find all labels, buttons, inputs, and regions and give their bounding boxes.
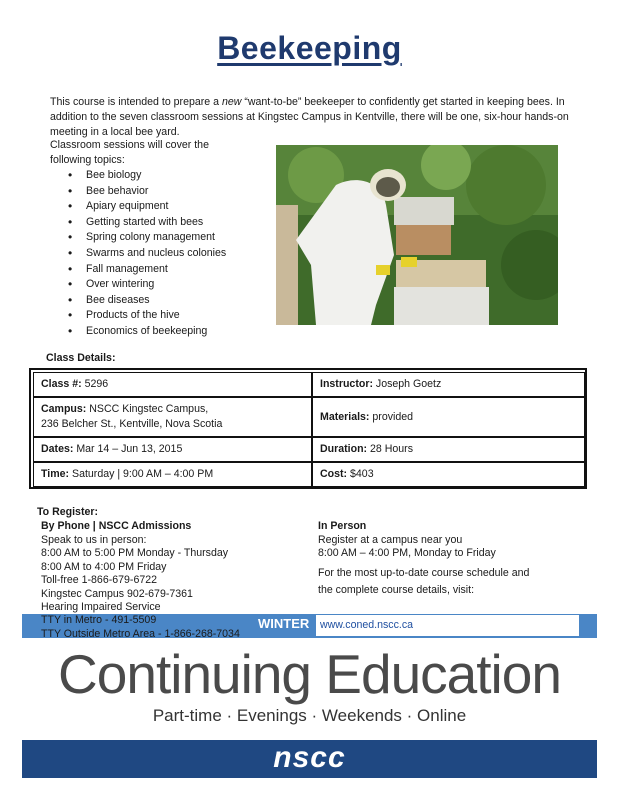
website-link[interactable]: www.coned.nscc.ca	[320, 619, 414, 631]
materials-value: provided	[369, 410, 414, 423]
in-person-line: Register at a campus near you	[318, 533, 463, 546]
instructor-label: Instructor:	[320, 378, 373, 390]
class-details-heading: Class Details:	[46, 352, 116, 364]
topics-list	[68, 168, 226, 340]
duration-label: Duration:	[320, 443, 368, 455]
phone-line: 8:00 AM to 5:00 PM Monday - Thursday	[41, 547, 229, 559]
topic-item: • Bee biology	[68, 168, 226, 184]
class-details-table	[29, 368, 587, 489]
continuing-education-logo: Continuing Education	[58, 643, 561, 705]
page-title: Beekeeping	[217, 30, 402, 66]
topic-item: • Getting started with bees	[68, 215, 226, 231]
instructor-value: Joseph Goetz	[372, 378, 442, 390]
cost-label: Cost:	[320, 468, 348, 480]
phone-line: Kingstec Campus 902-679-7361	[41, 587, 193, 600]
phone-line: Toll-free 1-866-679-6722	[41, 574, 158, 586]
dates-value: Mar 14 – Jun 13, 2015	[73, 443, 183, 455]
materials-label: Materials:	[320, 410, 370, 423]
class-number-label: Class #:	[41, 378, 82, 390]
nscc-logo: nscc	[273, 741, 346, 774]
instructor-cell	[312, 372, 585, 397]
topic-item: • Fall management	[68, 262, 226, 278]
topic-item: • Products of the hive	[68, 308, 226, 324]
campus-cell	[33, 397, 312, 437]
topic-item: • Swarms and nucleus colonies	[68, 246, 226, 262]
intro-text-2: “want-to-be” beekeeper to confidently get started in keeping bees. In addition to the seven classroom sessions at Kingstec Campus in Kentville, there will be one, six-hour hands-on meeting in a local bee yard.	[50, 96, 569, 138]
tagline: Part-time · Evenings · Weekends · Online	[152, 706, 467, 725]
phone-line: 8:00 AM to 4:00 PM Friday	[41, 560, 167, 573]
beekeeper-photo	[276, 145, 558, 325]
intro-text-1: This course is intended to prepare a	[50, 96, 222, 108]
time-value: Saturday | 9:00 AM – 4:00 PM	[69, 468, 214, 480]
tty-lines	[41, 614, 240, 641]
winter-label: WINTER	[258, 616, 310, 631]
schedule-line: For the most up-to-date course schedule and	[318, 566, 530, 579]
intro-emphasis: new	[221, 96, 242, 108]
time-cell	[33, 462, 312, 487]
topic-item: • Apiary equipment	[68, 199, 226, 215]
duration-cell	[312, 437, 585, 462]
register-by-phone	[41, 520, 281, 615]
topic-item: • Over wintering	[68, 277, 226, 293]
in-person-line: 8:00 AM – 4:00 PM, Monday to Friday	[318, 547, 496, 559]
cost-cell	[312, 462, 585, 487]
campus-label: Campus:	[41, 403, 87, 415]
register-heading: To Register:	[37, 506, 99, 518]
topic-item: • Bee diseases	[68, 293, 226, 309]
sessions-text: Classroom sessions will cover the following topics:	[50, 139, 209, 166]
intro-paragraph	[50, 95, 590, 140]
topic-item: • Bee behavior	[68, 184, 226, 200]
schedule-line: the complete course details, visit:	[318, 584, 475, 596]
class-number-cell	[33, 372, 312, 397]
tty-line: TTY Outside Metro Area - 1-866-268-7034	[41, 627, 240, 640]
time-label: Time:	[41, 468, 70, 480]
topic-item: • Economics of beekeeping	[68, 324, 226, 340]
campus-address: 236 Belcher St., Kentville, Nova Scotia	[41, 418, 223, 430]
in-person-heading: In Person	[318, 520, 367, 532]
tty-line: TTY in Metro - 491-5509	[41, 614, 157, 626]
materials-cell	[312, 397, 585, 437]
phone-line: Hearing Impaired Service	[41, 601, 161, 613]
phone-line: Speak to us in person:	[41, 533, 147, 546]
dates-cell	[33, 437, 312, 462]
duration-value: 28 Hours	[367, 443, 414, 455]
register-in-person	[318, 520, 558, 598]
cost-value: $403	[347, 468, 374, 480]
topic-item: • Spring colony management	[68, 230, 226, 246]
campus-value: NSCC Kingstec Campus,	[86, 403, 209, 415]
dates-label: Dates:	[41, 443, 74, 455]
class-number-value: 5296	[81, 378, 109, 390]
phone-heading: By Phone | NSCC Admissions	[41, 520, 192, 532]
